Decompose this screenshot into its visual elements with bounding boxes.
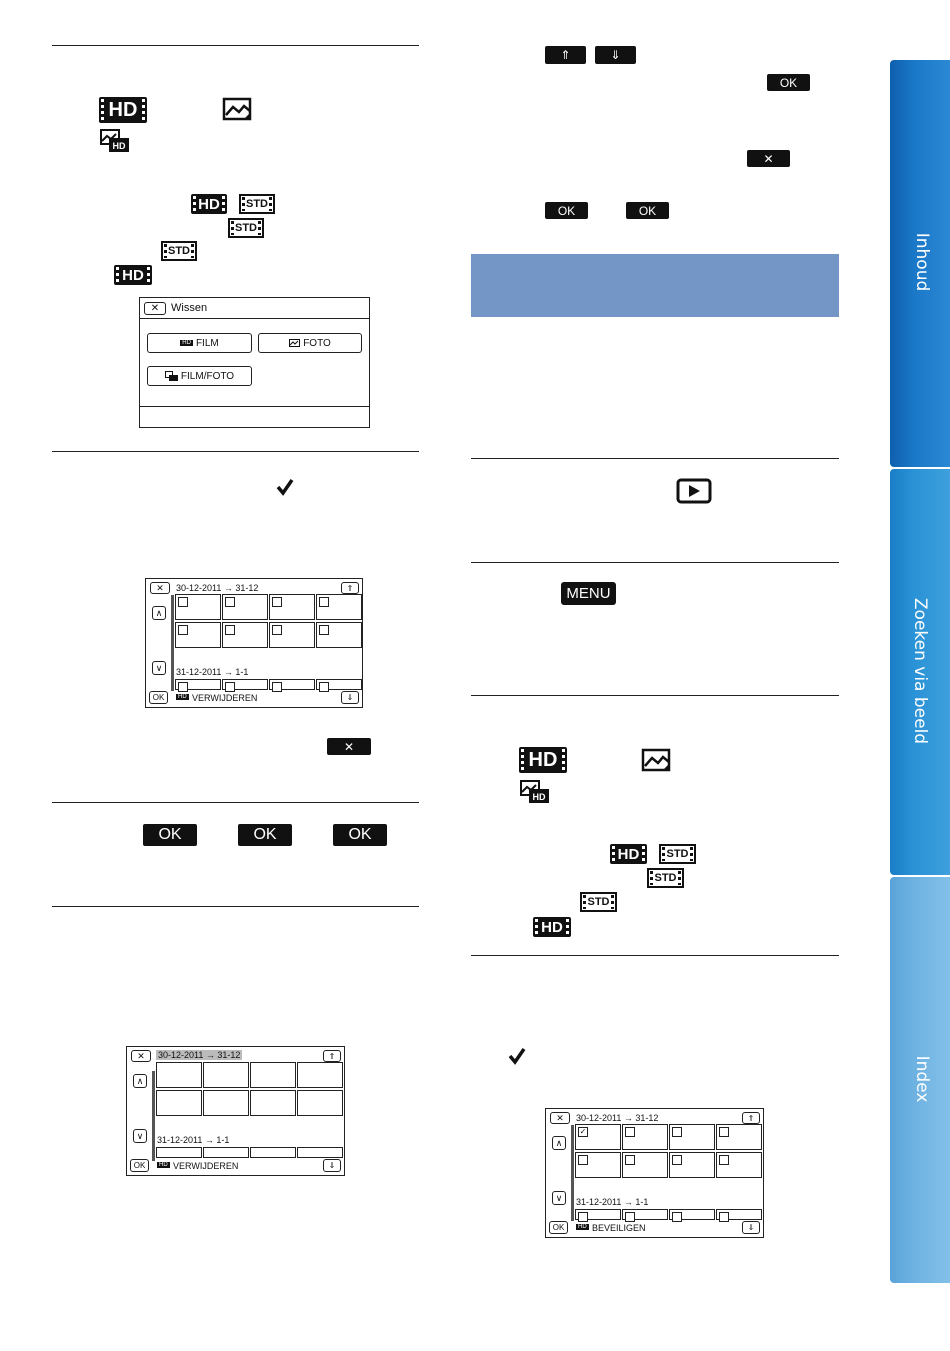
tab-label: Zoeken via beeld — [910, 597, 930, 745]
page-up-button[interactable]: ⇑ — [742, 1112, 760, 1124]
ok-icon: OK — [545, 202, 588, 219]
std-movie-icon: STD — [161, 241, 197, 261]
film-foto-button[interactable]: FILM/FOTO — [147, 366, 252, 386]
close-button[interactable]: ✕ — [144, 302, 166, 315]
ok-icon: OK — [238, 824, 292, 846]
section-rule — [52, 45, 419, 46]
page-up-button[interactable]: ⇑ — [323, 1050, 341, 1062]
svg-text:HD: HD — [532, 792, 546, 802]
movie-photo-icon — [99, 128, 131, 154]
thumbnail[interactable] — [297, 1090, 343, 1116]
mode-label: VERWIJDEREN — [192, 693, 258, 703]
foto-button[interactable]: FOTO — [258, 333, 362, 353]
std-movie-icon: STD — [659, 844, 696, 864]
tab-index[interactable] — [890, 877, 950, 1283]
delete-dialog — [139, 297, 370, 428]
date-range: 31-12-2011 → 1-1 — [176, 667, 249, 677]
hd-movie-icon: HD — [519, 747, 567, 773]
scrollbar[interactable] — [171, 595, 174, 691]
thumbnail[interactable] — [175, 594, 221, 620]
thumbnail[interactable] — [316, 594, 362, 620]
page-down-button[interactable]: ⇓ — [323, 1159, 341, 1172]
page-up-icon: ⇑ — [545, 46, 586, 64]
scrollbar[interactable] — [571, 1125, 574, 1221]
thumbnail[interactable] — [669, 1152, 715, 1178]
ok-icon: OK — [333, 824, 387, 846]
thumbnail[interactable] — [269, 622, 315, 648]
thumbnail[interactable] — [716, 1152, 762, 1178]
thumbnail[interactable] — [175, 622, 221, 648]
thumbnail[interactable] — [669, 1124, 715, 1150]
hd-movie-icon: HD — [99, 97, 147, 123]
thumbnail[interactable] — [716, 1124, 762, 1150]
mode-label: BEVEILIGEN — [592, 1223, 646, 1233]
section-rule — [471, 458, 839, 459]
movie-photo-icon — [519, 779, 551, 805]
ok-icon: OK — [767, 74, 810, 91]
date-range: 31-12-2011 → 1-1 — [157, 1135, 230, 1145]
thumbnail[interactable] — [222, 594, 268, 620]
svg-text:HD: HD — [112, 141, 126, 151]
scroll-up-button[interactable]: ∧ — [552, 1136, 566, 1150]
hd-icon: HD — [178, 694, 187, 700]
page-up-button[interactable]: ⇑ — [341, 582, 359, 594]
scroll-up-button[interactable]: ∧ — [152, 606, 166, 620]
thumbnail[interactable] — [575, 1124, 621, 1150]
hd-movie-icon: HD — [191, 194, 227, 214]
tab-zoeken-via-beeld[interactable] — [890, 469, 950, 875]
thumbnail[interactable] — [203, 1147, 249, 1158]
thumbnail[interactable] — [622, 1152, 668, 1178]
thumbnail[interactable] — [156, 1090, 202, 1116]
close-button[interactable]: ✕ — [131, 1050, 151, 1062]
thumbnail[interactable] — [575, 1152, 621, 1178]
scroll-down-button[interactable]: ∨ — [552, 1191, 566, 1205]
thumbnail[interactable] — [175, 679, 221, 690]
page-down-icon: ⇓ — [595, 46, 636, 64]
dialog-title: Wissen — [171, 302, 208, 314]
thumbnail[interactable] — [156, 1147, 202, 1158]
section-rule — [471, 562, 839, 563]
hd-icon: HD — [182, 340, 191, 346]
section-heading-band — [471, 254, 839, 317]
ok-button[interactable]: OK — [549, 1221, 568, 1234]
menu-icon: MENU — [561, 582, 616, 605]
thumbnail[interactable] — [250, 1090, 296, 1116]
thumbnail[interactable] — [269, 594, 315, 620]
scroll-down-button[interactable]: ∨ — [152, 661, 166, 675]
close-button[interactable]: ✕ — [150, 582, 170, 594]
ok-icon: OK — [626, 202, 669, 219]
date-range: 30-12-2011 → 31-12 — [176, 583, 259, 593]
section-rule — [52, 451, 419, 452]
date-range: 30-12-2011 → 31-12 — [158, 1050, 241, 1060]
index-screen — [145, 578, 363, 708]
thumbnail[interactable] — [297, 1147, 343, 1158]
photo-icon — [289, 339, 300, 347]
close-button[interactable]: ✕ — [550, 1112, 570, 1124]
film-button[interactable]: HD FILM — [147, 333, 252, 353]
page-down-button[interactable]: ⇓ — [742, 1221, 760, 1234]
scroll-up-button[interactable]: ∧ — [133, 1074, 147, 1088]
thumbnail[interactable] — [622, 1124, 668, 1150]
thumbnail[interactable] — [669, 1209, 715, 1220]
hd-icon: HD — [159, 1162, 168, 1168]
thumbnail[interactable] — [250, 1147, 296, 1158]
mode-label: VERWIJDEREN — [173, 1161, 239, 1171]
hd-movie-icon: HD — [114, 265, 152, 285]
hd-movie-icon: HD — [610, 844, 647, 864]
scroll-down-button[interactable]: ∨ — [133, 1129, 147, 1143]
section-rule — [471, 695, 839, 696]
std-movie-icon: STD — [239, 194, 275, 214]
ok-button[interactable]: OK — [130, 1159, 149, 1172]
section-rule — [52, 906, 419, 907]
thumbnail[interactable] — [203, 1062, 249, 1088]
thumbnail[interactable] — [222, 622, 268, 648]
checkmark-icon — [275, 477, 295, 497]
photo-icon — [222, 97, 254, 123]
photo-icon — [641, 748, 673, 774]
ok-button[interactable]: OK — [149, 691, 168, 704]
thumbnail[interactable] — [250, 1062, 296, 1088]
std-movie-icon: STD — [647, 868, 684, 888]
thumbnail[interactable] — [316, 622, 362, 648]
movie-photo-icon — [165, 371, 178, 381]
thumbnail[interactable] — [716, 1209, 762, 1220]
index-screen — [126, 1046, 345, 1176]
index-screen — [545, 1108, 764, 1238]
thumbnail[interactable] — [575, 1209, 621, 1220]
thumbnail[interactable] — [222, 679, 268, 690]
thumbnail[interactable] — [203, 1090, 249, 1116]
date-range: 31-12-2011 → 1-1 — [576, 1197, 649, 1207]
divider — [140, 318, 369, 319]
thumbnail[interactable] — [622, 1209, 668, 1220]
thumbnail[interactable] — [156, 1062, 202, 1088]
divider — [140, 406, 369, 407]
close-icon: ✕ — [327, 738, 371, 755]
page-down-button[interactable]: ⇓ — [341, 691, 359, 704]
tab-label: Inhoud — [912, 232, 932, 292]
tab-label: Index — [912, 1055, 932, 1103]
std-movie-icon: STD — [228, 218, 264, 238]
date-range: 30-12-2011 → 31-12 — [576, 1113, 659, 1123]
std-movie-icon: STD — [580, 892, 617, 912]
checkmark-icon — [507, 1046, 527, 1066]
ok-icon: OK — [143, 824, 197, 846]
section-rule — [471, 955, 839, 956]
tab-inhoud[interactable] — [890, 60, 950, 467]
thumbnail[interactable] — [316, 679, 362, 690]
close-icon: ✕ — [747, 150, 790, 167]
section-rule — [52, 802, 419, 803]
thumbnail[interactable] — [297, 1062, 343, 1088]
hd-movie-icon: HD — [533, 917, 571, 937]
scrollbar[interactable] — [152, 1071, 155, 1161]
thumbnail[interactable] — [269, 679, 315, 690]
checked-box[interactable]: ✓ — [579, 1127, 587, 1136]
hd-icon: HD — [578, 1224, 587, 1230]
play-icon — [676, 478, 712, 504]
